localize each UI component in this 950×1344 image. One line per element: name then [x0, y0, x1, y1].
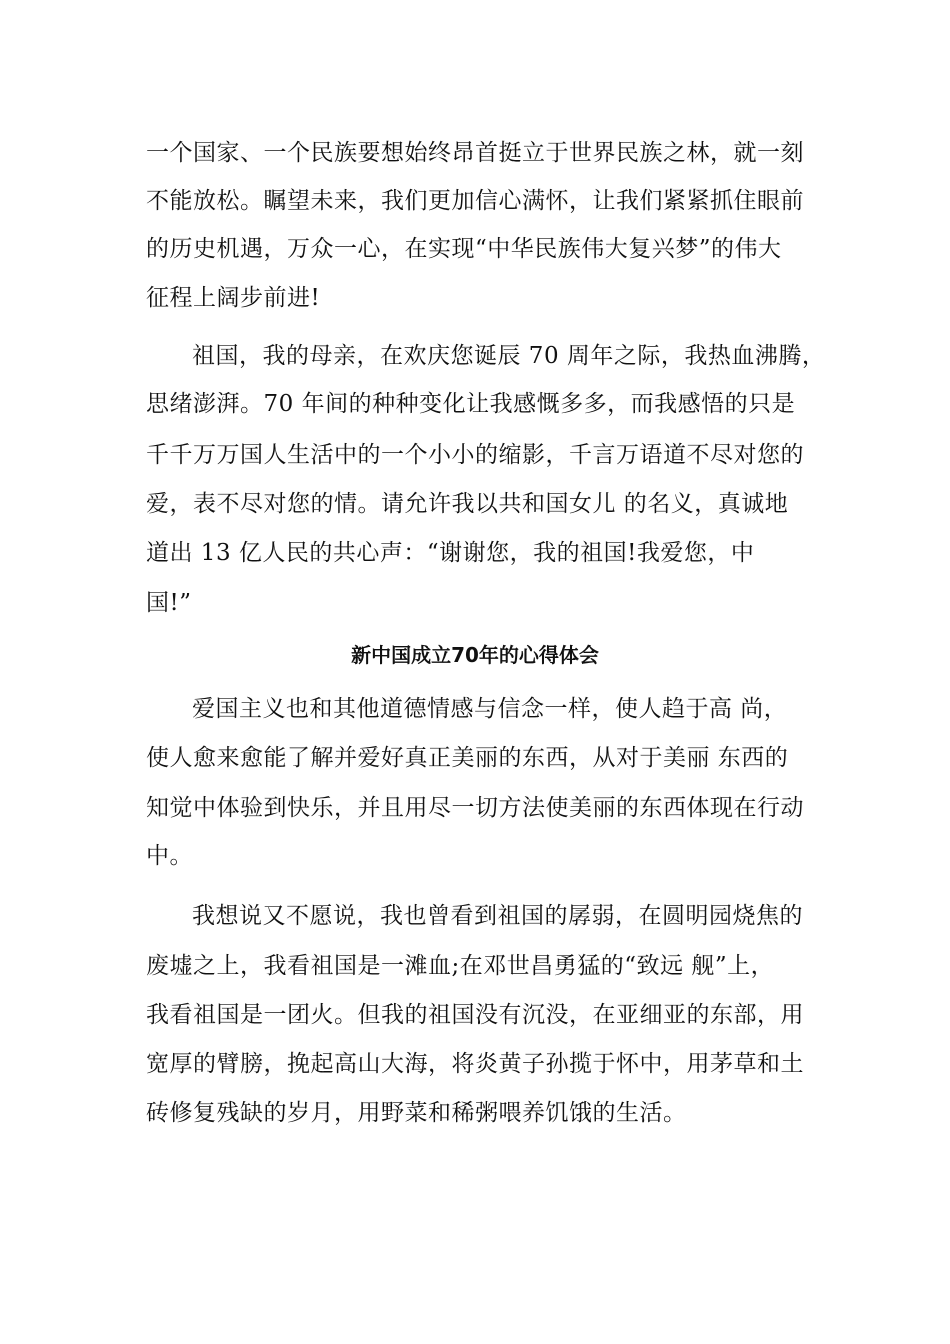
section-heading: 新中国成立70年的心得体会: [351, 643, 599, 667]
text-line: 思绪澎湃。70 年间的种种变化让我感慨多多，而我感悟的只是: [146, 391, 796, 417]
text-line: 爱，表不尽对您的情。请允许我以共和国女儿 的名义，真诚地: [146, 491, 789, 517]
text-line: 我看祖国是一团火。但我的祖国没有沉没，在亚细亚的东部，用: [146, 1002, 804, 1028]
text-line: 征程上阔步前进!: [146, 285, 321, 311]
text-line: 废墟之上，我看祖国是一滩血;在邓世昌勇猛的“致远 舰”上，: [146, 953, 775, 979]
text-line: 的历史机遇，万众一心，在实现“中华民族伟大复兴梦”的伟大: [146, 236, 782, 262]
text-line: 一个国家、一个民族要想始终昂首挺立于世界民族之林，就一刻: [146, 140, 804, 166]
text-line: 道出 13 亿人民的共心声：“谢谢您，我的祖国!我爱您，中: [146, 540, 755, 566]
text-line: 我想说又不愿说，我也曾看到祖国的孱弱，在圆明园烧焦的: [192, 903, 803, 929]
text-line: 爱国主义也和其他道德情感与信念一样，使人趋于高 尚，: [192, 696, 788, 722]
text-line: 砖修复残缺的岁月，用野菜和稀粥喂养饥饿的生活。: [146, 1100, 687, 1126]
text-line: 使人愈来愈能了解并爱好真正美丽的东西，从对于美丽 东西的: [146, 745, 789, 771]
text-line: 宽厚的臂膀，挽起高山大海，将炎黄子孙揽于怀中，用茅草和土: [146, 1051, 804, 1077]
text-line: 国!”: [146, 590, 192, 616]
text-line: 不能放松。瞩望未来，我们更加信心满怀，让我们紧紧抓住眼前: [146, 188, 804, 214]
text-line: 知觉中体验到快乐，并且用尽一切方法使美丽的东西体现在行动: [146, 795, 804, 821]
text-line: 中。: [146, 843, 193, 869]
text-line: 祖国，我的母亲，在欢庆您诞辰 70 周年之际，我热血沸腾，: [192, 343, 826, 369]
text-line: 千千万万国人生活中的一个小小的缩影，千言万语道不尽对您的: [146, 442, 804, 468]
